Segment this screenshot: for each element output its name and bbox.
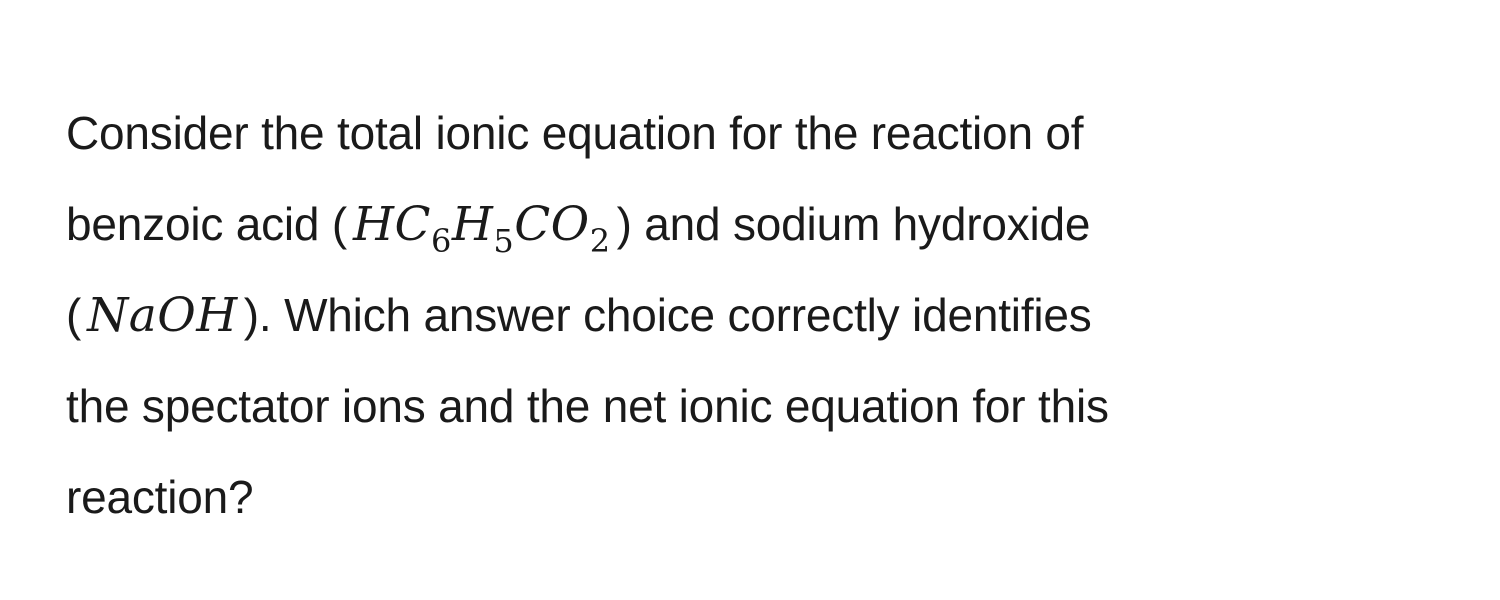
question-line-3-end: ). Which answer choice correctly identifies [243,289,1092,341]
question-line-1: Consider the total ionic equation for the reaction of [66,107,1084,159]
sodium-hydroxide-formula: NaOH [87,288,238,343]
question-line-5: reaction? [66,471,254,523]
question-text [66,0,1440,543]
question-line-2-end: ) and sodium hydroxide [616,198,1091,250]
benzoic-acid-formula [353,197,611,260]
question-line-2-start: benzoic acid ( [66,198,348,250]
question-line-3 [66,270,1440,361]
formula-subscript: 5 [493,222,515,260]
formula-subscript: 6 [430,222,452,260]
formula-subscript: 2 [589,222,611,260]
question-line-4: the spectator ions and the net ionic equation for this [66,380,1109,432]
question-line-2 [66,179,1440,270]
question-line-3-start: ( [66,289,82,341]
formula-part: HC [353,197,431,252]
formula-part: H [451,197,494,252]
formula-part: CO [514,197,590,252]
